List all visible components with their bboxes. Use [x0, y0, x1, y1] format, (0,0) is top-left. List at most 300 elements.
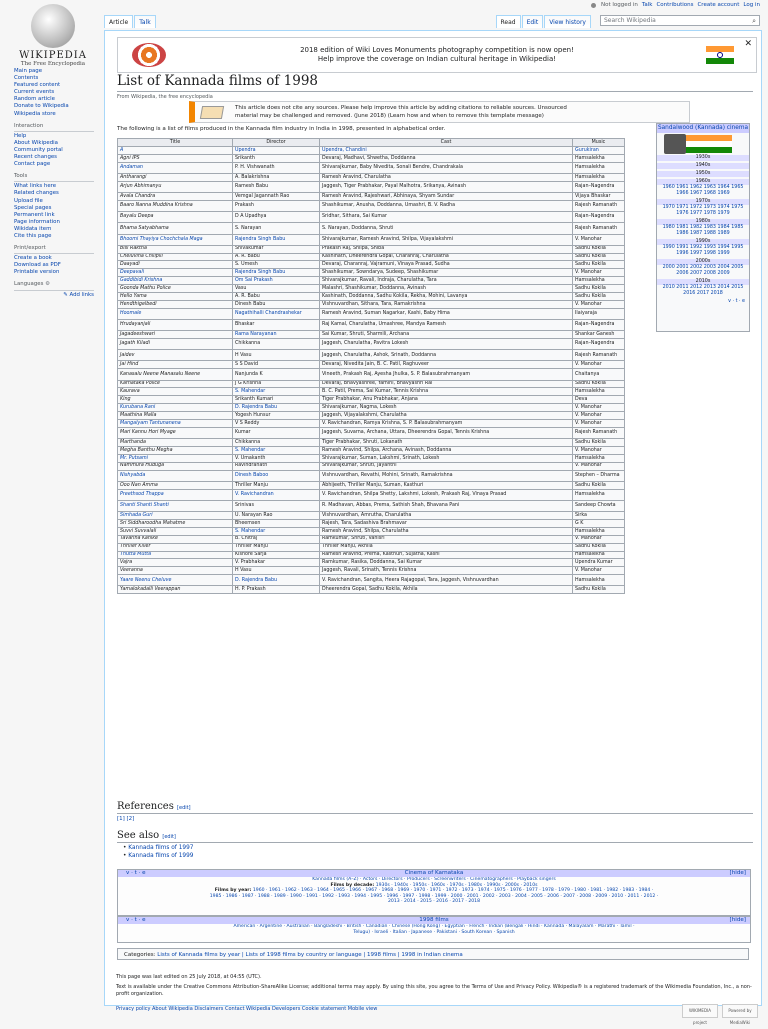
- table-row: [118, 404, 625, 412]
- film-title: Tavarina Kanike: [120, 536, 158, 542]
- footer: [116, 974, 756, 1013]
- table-row: [118, 269, 625, 277]
- wikipedia-logo[interactable]: [14, 4, 92, 67]
- music: V. Manohar: [575, 536, 602, 542]
- cast: Ramesh Aravind, Charulatha: [322, 174, 391, 180]
- film-title-cell: [118, 439, 233, 447]
- director-cell: [233, 439, 320, 447]
- see-also-edit-link[interactable]: [edit]: [162, 834, 176, 840]
- director-cell: [233, 193, 320, 201]
- director-cell: [233, 369, 320, 380]
- page-title: List of Kannada films of 1998: [117, 73, 319, 89]
- cast: Shashikumar, Anusha, Doddanna, Umashri, B. V. Radha: [322, 203, 456, 209]
- tab-edit[interactable]: Edit: [522, 15, 544, 28]
- year-label: Films by year:: [214, 888, 252, 894]
- film-title[interactable]: A: [120, 147, 124, 153]
- sidebar-item[interactable]: Download as PDF: [14, 262, 61, 269]
- film-title-cell: [118, 404, 233, 412]
- music: Rajan–Nagendra: [575, 322, 615, 328]
- film-title[interactable]: Gaddibidi Krishna: [120, 277, 163, 283]
- decade-header[interactable]: 1970s: [657, 199, 749, 205]
- table-row: [118, 519, 625, 527]
- cast: Abhijeeth, Thriller Manju, Suman, Kasthuri: [322, 482, 424, 488]
- tab-talk[interactable]: Talk: [134, 15, 156, 28]
- music: Hamsalekha: [575, 277, 605, 283]
- table-row: [118, 223, 625, 234]
- director[interactable]: V. Ravichandran: [235, 492, 274, 498]
- music-cell: [573, 308, 625, 319]
- music-cell: [573, 412, 625, 420]
- references-heading: [117, 801, 191, 812]
- film-title[interactable]: Bhoomi Thayiya Chochchala Maga: [120, 236, 203, 242]
- director[interactable]: Nagathihalli Chandrashekar: [235, 311, 302, 317]
- films-table-body: [118, 147, 625, 594]
- header-title[interactable]: Title: [118, 139, 233, 147]
- film-title-cell: [118, 173, 233, 181]
- film-title[interactable]: Yaare Neenu Cheluve: [120, 577, 172, 583]
- director-cell: [233, 245, 320, 253]
- namespace-tabs: [104, 15, 157, 28]
- film-title[interactable]: Andaman: [120, 165, 143, 171]
- music-cell: [573, 535, 625, 543]
- sidebar-item[interactable]: Create a book: [14, 255, 52, 262]
- music: Hamsalekha: [575, 455, 605, 461]
- director[interactable]: Upendra: [235, 147, 256, 153]
- director: Kumar: [235, 430, 251, 436]
- sidebar-heading-print: Print/export: [14, 245, 94, 254]
- film-title-cell: [118, 369, 233, 380]
- music: Hamsalekha: [575, 155, 605, 161]
- film-title[interactable]: Kurubana Rani: [120, 404, 156, 410]
- decade-links[interactable]: 1930s · 1940s · 1950s · 1960s · 1970s · 1980s · 1990s · 2000s · 2010s: [375, 882, 538, 888]
- table-header-row: [118, 139, 625, 147]
- director: Ravindranath: [235, 463, 268, 469]
- cast-cell: [320, 489, 573, 500]
- music-cell: [573, 234, 625, 245]
- music-cell: [573, 369, 625, 380]
- director-cell: [233, 551, 320, 559]
- year-links[interactable]: 2010 2011 2012 2013 2014 2015 2016 2017 2018: [662, 285, 744, 296]
- cast: Jaggesh, Charulatha, Pavitra Lokesh: [322, 341, 409, 347]
- film-title: Sri Siddharoodha Mahatme: [120, 520, 186, 526]
- decade-header[interactable]: 1960s: [657, 179, 749, 185]
- search-placeholder: Search Wikipedia: [604, 17, 656, 24]
- sidebar-item[interactable]: Cite this page: [14, 232, 52, 239]
- central-notice-banner: [117, 37, 757, 73]
- director: H Vasu: [235, 568, 252, 573]
- logo-tagline: The Free Encyclopedia: [20, 61, 86, 67]
- sidebar-item[interactable]: About Wikipedia: [14, 139, 58, 146]
- tab-article[interactable]: Article: [104, 15, 133, 28]
- director: H. P. Prakash: [235, 587, 266, 593]
- footer-logos: [682, 1004, 758, 1025]
- music: Hamsalekha: [575, 577, 605, 583]
- references-divider: [117, 813, 753, 814]
- director-cell: [233, 181, 320, 192]
- director-cell: [233, 512, 320, 520]
- cast: Shivarajkumar, Shruti, Jayanthi: [322, 463, 397, 469]
- decade-header[interactable]: 2000s: [657, 259, 749, 265]
- director-cell: [233, 223, 320, 234]
- director: V. Prabhakar: [235, 560, 266, 566]
- cast: Tiger Prabhakar, Shruti, Lokanath: [322, 439, 403, 445]
- cast-cell: [320, 162, 573, 173]
- table-row: [118, 350, 625, 361]
- cast-cell: [320, 308, 573, 319]
- film-title: Mari Kannu Hori Myage: [120, 430, 176, 436]
- cast: Kashinath, Doddanna, Sadhu Kokila, Rekha, Mohini, Lavanya: [322, 293, 468, 299]
- table-row: [118, 277, 625, 285]
- sidebar-item[interactable]: Upload file: [14, 197, 43, 204]
- film-title[interactable]: Shanti Shanti Shanti: [120, 503, 169, 509]
- sidebar-item[interactable]: Wikipedia store: [14, 110, 56, 117]
- music: Hamsalekha: [575, 528, 605, 534]
- decade-header[interactable]: 1940s: [657, 163, 749, 169]
- cast: Raj Kamal, Charulatha, Umashree, Mandya Ramesh: [322, 322, 446, 328]
- sidebar-item[interactable]: Contents: [14, 75, 39, 82]
- music-cell: [573, 253, 625, 261]
- cast: Vineeth, Prakash Raj, Ayesha Jhulka, S. P. Balasubrahmanyam: [322, 371, 471, 377]
- cast-cell: [320, 527, 573, 535]
- director-cell: [233, 527, 320, 535]
- film-title[interactable]: Preethsod Thappa: [120, 492, 164, 498]
- music-cell: [573, 586, 625, 594]
- film-title-cell: [118, 380, 233, 388]
- film-title: Karnataka Police: [120, 381, 161, 387]
- year-links[interactable]: 1980 1981 1982 1983 1984 1985 1986 1987 1988 1989: [662, 225, 744, 236]
- film-title-cell: [118, 481, 233, 489]
- decade-header[interactable]: 2010s: [657, 279, 749, 285]
- film-title[interactable]: Thutta Mutta: [120, 552, 152, 558]
- hide-toggle[interactable]: [hide]: [729, 870, 746, 876]
- music-cell: [573, 446, 625, 454]
- director: S S David: [235, 362, 258, 368]
- ashoka-chakra-icon: [717, 52, 723, 58]
- sidebar-item[interactable]: Featured content: [14, 82, 61, 89]
- logo-wordmark: WIKIPEDIA: [19, 50, 87, 61]
- header-music[interactable]: Music: [573, 139, 625, 147]
- navbox-header: [118, 917, 750, 924]
- director[interactable]: S. Mahendar: [235, 389, 266, 395]
- lead-paragraph: The following is a list of films produced in the Kannada film industry in India in 1998, presented in alphabetical order.: [117, 126, 446, 132]
- table-row: [118, 527, 625, 535]
- gear-icon[interactable]: ⚙: [45, 281, 50, 288]
- cast: Jaggesh, Charulatha, Ashok, Srinath, Doddanna: [322, 352, 437, 358]
- year-links[interactable]: 1990 1991 1992 1993 1994 1995 1996 1997 1998 1999: [662, 245, 744, 256]
- wikimedia-logo[interactable]: WIKIMEDIA project: [682, 1004, 718, 1018]
- director-cell: [233, 269, 320, 277]
- music-cell: [573, 147, 625, 155]
- login-link[interactable]: Log in: [743, 2, 760, 8]
- film-title: Agni IPS: [120, 155, 140, 161]
- film-reel-icon: [664, 134, 686, 154]
- india-flag-icon: [706, 46, 734, 64]
- director-cell: [233, 454, 320, 462]
- film-title-cell: [118, 181, 233, 192]
- last-edited: This page was last edited on 25 July 2018, at 04:55 (UTC).: [116, 974, 262, 980]
- talk-link[interactable]: Talk: [641, 2, 653, 8]
- cast-cell: [320, 285, 573, 293]
- music-cell: [573, 489, 625, 500]
- navbox-side-title[interactable]: Sandalwood (Kannada) cinema: [657, 125, 749, 131]
- search-icon[interactable]: ⌕: [752, 17, 756, 25]
- sidebar-item[interactable]: Help: [14, 132, 27, 139]
- see-also-heading: [117, 830, 176, 841]
- director-cell: [233, 446, 320, 454]
- films-1998-navbox: [117, 916, 751, 943]
- film-title: Jagadeeshwari: [120, 331, 155, 337]
- navbox-row-countries-1[interactable]: American · Argentine · Australian · Bangladeshi · British · Canadian · Chinese (Hong Kong) · Egyptian · French · Indian (Bengali · Hindi · Kannada · Malayalam · Marathi · Tamil ·: [233, 924, 635, 929]
- music[interactable]: Gurukiran: [575, 147, 599, 153]
- cast-cell: [320, 559, 573, 567]
- director: S. Narayan: [235, 225, 262, 231]
- music: V. Manohar: [575, 463, 602, 469]
- director[interactable]: Rama Narayanan: [235, 331, 277, 337]
- vte-links[interactable]: v · t · e: [126, 917, 146, 923]
- film-title-cell: [118, 261, 233, 269]
- music-cell: [573, 300, 625, 308]
- film-title[interactable]: Mr. Putsami: [120, 455, 148, 461]
- director: Kishore Sarja: [235, 552, 267, 558]
- director-cell: [233, 308, 320, 319]
- music-cell: [573, 512, 625, 520]
- decade-header[interactable]: 1950s: [657, 171, 749, 177]
- music-cell: [573, 193, 625, 201]
- sidebar-item[interactable]: Community portal: [14, 146, 63, 153]
- director[interactable]: Dinesh Baboo: [235, 472, 269, 478]
- vte-links[interactable]: v · t · e: [728, 299, 745, 304]
- director-cell: [233, 162, 320, 173]
- music: Rajan–Nagendra: [575, 341, 615, 347]
- header-cast[interactable]: Cast: [320, 139, 573, 147]
- film-title-cell: [118, 154, 233, 162]
- director[interactable]: D. Rajendra Babu: [235, 404, 278, 410]
- director[interactable]: D. Rajendra Babu: [235, 577, 278, 583]
- director: Shivakumar: [235, 246, 264, 252]
- film-title[interactable]: Mangalyam Tantunanena: [120, 420, 181, 426]
- sidebar-item[interactable]: Wikidata item: [14, 225, 52, 232]
- navbox-title[interactable]: 1998 films: [419, 917, 449, 923]
- films-table: [117, 138, 625, 594]
- film-title[interactable]: Simhada Guri: [120, 512, 153, 518]
- close-icon[interactable]: ✕: [744, 39, 752, 49]
- not-logged-in-text: Not logged in: [601, 2, 638, 8]
- hide-toggle[interactable]: [hide]: [729, 917, 746, 923]
- director[interactable]: Om Sai Prakash: [235, 277, 273, 283]
- sandalwood-cinema-navbox: [656, 123, 750, 332]
- cast: Prakash Raj, Shilpa, Shiba: [322, 246, 385, 252]
- table-row: [118, 380, 625, 388]
- director[interactable]: Rajendra Singh Babu: [235, 270, 286, 276]
- film-title[interactable]: Nishyabda: [120, 472, 146, 478]
- unreferenced-notice: [189, 101, 690, 123]
- film-title-cell: [118, 543, 233, 551]
- cast-cell: [320, 253, 573, 261]
- cinema-of-karnataka-navbox: [117, 869, 751, 916]
- category-links[interactable]: Lists of Kannada films by year | Lists of 1998 films by country or language | 1998 films | 1998 in Indian cinema: [157, 952, 463, 958]
- see-also-list: [123, 844, 193, 860]
- director: Nanjunda K: [235, 371, 263, 377]
- cast-cell: [320, 586, 573, 594]
- cast-cell: [320, 519, 573, 527]
- music-cell: [573, 339, 625, 350]
- categories-box: [117, 948, 749, 960]
- sidebar-item[interactable]: Permanent link: [14, 211, 55, 218]
- tab-read[interactable]: Read: [496, 15, 521, 28]
- music: Rajesh Ramanath: [575, 225, 618, 231]
- navbox-title[interactable]: Cinema of Karnataka: [404, 870, 464, 876]
- sidebar-item[interactable]: Main page: [14, 68, 43, 74]
- year-links-1[interactable]: 1960 · 1961 · 1962 · 1963 · 1964 · 1965 · 1966 · 1967 · 1968 · 1969 · 1970 · 1971 · 1972 · 1973 · 1974 · 1975 · 1976 · 1977 · 1978 · 1979 · 1980 · 1981 · 1982 · 1983 · 1984 ·: [252, 888, 654, 894]
- cast: Shivarajkumar, Ravali, Indraja, Charulatha, Tara: [322, 277, 437, 283]
- content-area: [104, 30, 762, 1006]
- table-row: [118, 147, 625, 155]
- music: V. Manohar: [575, 568, 602, 573]
- sidebar-item[interactable]: What links here: [14, 183, 57, 190]
- music-cell: [573, 293, 625, 301]
- create-account-link[interactable]: Create account: [697, 2, 740, 8]
- decade-header[interactable]: 1990s: [657, 239, 749, 245]
- music: Vijaya Bhaskar: [575, 193, 611, 199]
- film-title[interactable]: Hoomale: [120, 311, 142, 317]
- view-tabs: [496, 15, 593, 28]
- film-title-cell: [118, 586, 233, 594]
- music-cell: [573, 404, 625, 412]
- music-cell: [573, 200, 625, 211]
- director: P. H. Vishwanath: [235, 165, 275, 171]
- table-row: [118, 320, 625, 331]
- cast: V. Ravichandran, Shilpa Shetty, Lakshmi, Lokesh, Prakash Raj, Vinaya Prasad: [322, 492, 507, 498]
- director-cell: [233, 404, 320, 412]
- film-title-cell: [118, 559, 233, 567]
- film-title-cell: [118, 223, 233, 234]
- table-row: [118, 200, 625, 211]
- cast-cell: [320, 300, 573, 308]
- director-cell: [233, 285, 320, 293]
- year-links[interactable]: 2000 2001 2002 2003 2004 2005 2006 2007 2008 2009: [662, 265, 744, 276]
- film-title: Megha Banthu Megha: [120, 447, 173, 453]
- table-row: [118, 293, 625, 301]
- tab-view-history[interactable]: View history: [544, 15, 591, 28]
- table-row: [118, 551, 625, 559]
- table-row: [118, 245, 625, 253]
- cast-cell: [320, 439, 573, 447]
- film-title[interactable]: Deepavali: [120, 270, 145, 276]
- sidebar-item[interactable]: Special pages: [14, 204, 52, 211]
- film-title: Daayadi: [120, 262, 140, 268]
- music: Hamsalekha: [575, 174, 605, 180]
- cast-cell: [320, 147, 573, 155]
- cast: Sai Kumar, Shruti, Sharmili, Archana: [322, 331, 410, 337]
- sidebar-item[interactable]: Random article: [14, 96, 55, 103]
- director-cell: [233, 361, 320, 369]
- music: Sandeep Chowta: [575, 503, 616, 509]
- director[interactable]: Rajendra Singh Babu: [235, 236, 286, 242]
- music-cell: [573, 470, 625, 481]
- contributions-link[interactable]: Contributions: [656, 2, 694, 8]
- notice-line-2: material may be challenged and removed. (June 2018) (Learn how and when to remove this template message): [235, 113, 544, 119]
- decade-header[interactable]: 1930s: [657, 155, 749, 161]
- decade-header[interactable]: 1980s: [657, 219, 749, 225]
- director-cell: [233, 253, 320, 261]
- director-cell: [233, 147, 320, 155]
- music: Shankar Ganesh: [575, 331, 615, 337]
- table-row: [118, 462, 625, 470]
- vte-links[interactable]: v · t · e: [126, 870, 146, 876]
- navbox-row-years-2[interactable]: 1985 · 1986 · 1987 · 1988 · 1989 · 1990 · 1991 · 1992 · 1993 · 1994 · 1995 · 1996 · 1997 · 1998 · 1999 · 2000 · 2001 · 2002 · 2003 · 2004 · 2005 · 2006 · 2007 · 2008 · 2009 · 2010 · 2011 · 2012 ·: [209, 893, 659, 899]
- music: Rajan–Nagendra: [575, 214, 615, 220]
- banner-line-2[interactable]: Help improve the coverage on Indian cultural heritage in Wikipedia!: [317, 55, 557, 63]
- sidebar-item[interactable]: Recent changes: [14, 154, 57, 161]
- header-director[interactable]: Director: [233, 139, 320, 147]
- sidebar-item[interactable]: Current events: [14, 89, 55, 96]
- cast-cell: [320, 293, 573, 301]
- references-title: References: [117, 801, 174, 812]
- navbox-row-countries-2[interactable]: Telugu) · Israeli · Italian · Japanese · Pakistani · South Korean · Spanish: [353, 929, 515, 935]
- tagline: From Wikipedia, the free encyclopedia: [117, 94, 213, 100]
- see-also-link-1999[interactable]: • Kannada films of 1999: [123, 853, 193, 859]
- add-links-label: Add links: [69, 291, 94, 298]
- music: V. Manohar: [575, 362, 602, 368]
- table-row: [118, 388, 625, 396]
- table-row: [118, 419, 625, 427]
- mediawiki-logo[interactable]: Powered by MediaWiki: [722, 1004, 758, 1018]
- cast-cell: [320, 446, 573, 454]
- navbox-row-years-3[interactable]: 2013 · 2014 · 2015 · 2016 · 2017 · 2018: [387, 899, 481, 905]
- film-title-cell: [118, 551, 233, 559]
- footer-links[interactable]: Privacy policy About Wikipedia Disclaimers Contact Wikipedia Developers Cookie statement Mobile view: [116, 1006, 378, 1012]
- film-title-cell: [118, 277, 233, 285]
- references-list[interactable]: [1] [2]: [117, 816, 135, 822]
- navbox-row-lists[interactable]: Kannada films (A–Z) · Actors · Directors · Producers · Screenwriters · Cinematographers · Playback singers: [312, 877, 556, 882]
- director[interactable]: S. Mahendar: [235, 447, 266, 453]
- director: A. Balakrishna: [235, 174, 270, 180]
- music-cell: [573, 567, 625, 575]
- year-links[interactable]: 1960 1961 1962 1963 1964 1965 1966 1967 1968 1969: [662, 185, 744, 196]
- director[interactable]: S. Mahendar: [235, 528, 266, 534]
- sidebar-item[interactable]: Printable version: [14, 269, 60, 276]
- table-row: [118, 369, 625, 380]
- search-input[interactable]: [600, 15, 760, 26]
- cast[interactable]: Upendra, Chandini: [322, 147, 367, 153]
- music: Sadhu Kokila: [575, 482, 606, 488]
- add-links-link[interactable]: ✎ Add links: [63, 291, 94, 298]
- music-cell: [573, 245, 625, 253]
- music: Hamsalekha: [575, 552, 605, 558]
- music-cell: [573, 173, 625, 181]
- see-also-link-1997[interactable]: • Kannada films of 1997: [123, 845, 193, 851]
- cast-cell: [320, 223, 573, 234]
- director: Vasu: [235, 285, 247, 291]
- sidebar-item[interactable]: Donate to Wikipedia: [14, 103, 69, 110]
- music-cell: [573, 331, 625, 339]
- banner-line-1[interactable]: 2018 edition of Wiki Loves Monuments photography competition is now open!: [300, 46, 574, 54]
- film-title: Jai Hind: [120, 362, 139, 368]
- table-row: [118, 427, 625, 438]
- director: U. Narayan Rao: [235, 512, 273, 518]
- table-row: [118, 253, 625, 261]
- film-title: Bisi Raktha: [120, 246, 147, 252]
- film-title: Veeranna: [120, 568, 143, 573]
- sidebar-print: [14, 255, 104, 276]
- year-links[interactable]: 1970 1971 1972 1973 1974 1975 1976 1977 1978 1979: [662, 205, 744, 216]
- sidebar-item[interactable]: Related changes: [14, 190, 59, 197]
- sidebar-item[interactable]: Contact page: [14, 161, 51, 168]
- references-edit-link[interactable]: [edit]: [177, 805, 191, 811]
- categories-label[interactable]: Categories:: [124, 952, 156, 958]
- table-row: [118, 439, 625, 447]
- sidebar-item[interactable]: Page information: [14, 218, 60, 225]
